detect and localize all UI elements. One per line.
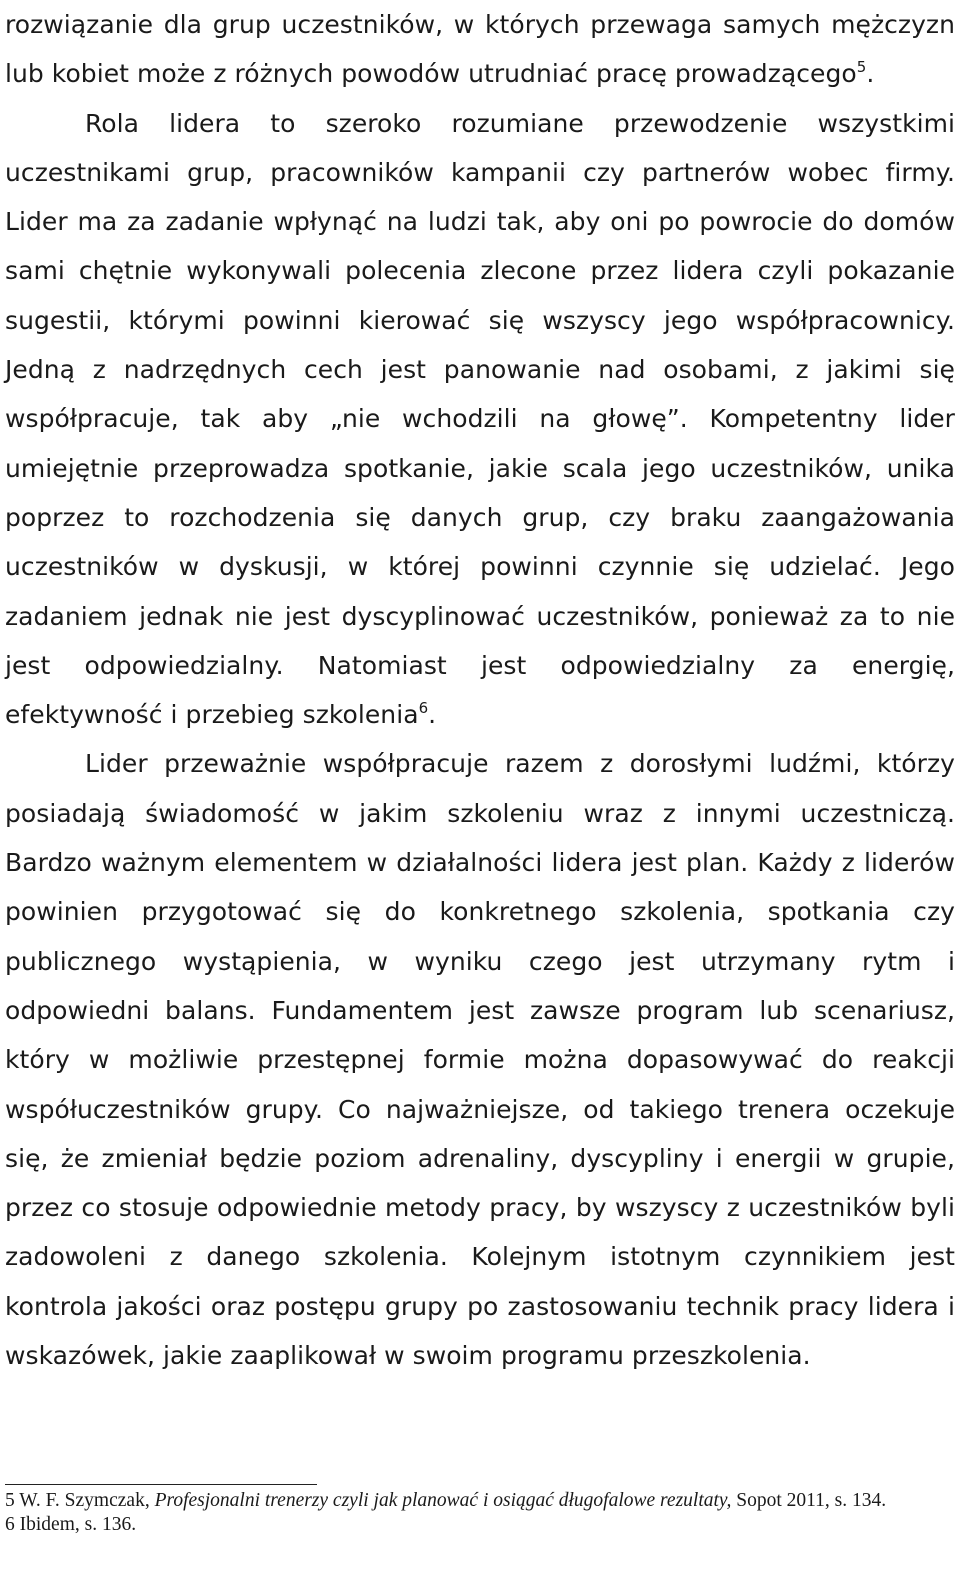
footnotes-section <box>5 1484 955 1537</box>
footnote-title: Profesjonalni trenerzy czyli jak planować i osiągać długofalowe rezultaty, <box>154 1490 732 1511</box>
footnote-separator <box>5 1484 317 1485</box>
footnote-text: Ibidem, s. 136. <box>19 1514 137 1535</box>
footnote-number: 6 <box>5 1514 15 1535</box>
paragraph-end: . <box>866 59 875 89</box>
paragraph-text: rozwiązanie dla grup uczestników, w których przewaga samych mężczyzn lub kobiet może z różnych powodów utrudniać pracę prowadzącego <box>5 10 955 89</box>
paragraph-end: . <box>428 700 437 730</box>
footnote-5 <box>5 1489 955 1513</box>
body-text <box>5 0 955 1380</box>
paragraph-text: Rola lidera to szeroko rozumiane przewodzenie wszystkimi uczestnikami grup, pracowników kampanii czy partnerów wobec firmy. Lider ma za zadanie wpłynąć na ludzi tak, aby oni po powrocie do domów sami chętnie wykonywali polecenia zlecone przez lidera czyli pokazanie sugestii, którymi powinni kierować się wszyscy jego współpracownicy. Jedną z nadrzędnych cech jest panowanie nad osobami, z jakimi się współpracuje, tak aby „nie wchodzili na głowę”. Kompetentny lider umiejętnie przeprowadza spotkanie, jakie scala jego uczestników, unika poprzez to rozchodzenia się danych grup, czy braku zaangażowania uczestników w dyskusji, w której powinni czynnie się udzielać. Jego zadaniem jednak nie jest dyscyplinować uczestników, ponieważ za to nie jest odpowiedzialny. Natomiast jest odpowiedzialny za energię, efektywność i przebieg szkolenia <box>5 108 955 730</box>
paragraph-leader-role <box>5 99 955 740</box>
footnote-ref-6[interactable]: 6 <box>418 699 429 718</box>
footnote-6 <box>5 1513 955 1537</box>
paragraph-continued <box>5 0 955 99</box>
paragraph-leader-plan <box>5 739 955 1380</box>
footnote-ref-5[interactable]: 5 <box>856 58 867 77</box>
document-page <box>5 0 955 1380</box>
footnote-author: W. F. Szymczak, <box>19 1490 150 1511</box>
footnote-source: Sopot 2011, s. 134. <box>736 1490 887 1511</box>
footnote-number: 5 <box>5 1490 15 1511</box>
paragraph-text: Lider przeważnie współpracuje razem z dorosłymi ludźmi, którzy posiadają świadomość w jakim szkoleniu wraz z innymi uczestniczą. Bardzo ważnym elementem w działalności lidera jest plan. Każdy z liderów powinien przygotować się do konkretnego szkolenia, spotkania czy publicznego wystąpienia, w wyniku czego jest utrzymany rytm i odpowiedni balans. Fundamentem jest zawsze program lub scenariusz, który w możliwie przestępnej formie można dopasowywać do reakcji współuczestników grupy. Co najważniejsze, od takiego trenera oczekuje się, że zmieniał będzie poziom adrenaliny, dyscypliny i energii w grupie, przez co stosuje odpowiednie metody pracy, by wszyscy z uczestników byli zadowoleni z danego szkolenia. Kolejnym istotnym czynnikiem jest kontrola jakości oraz postępu grupy po zastosowaniu technik pracy lidera i wskazówek, jakie zaaplikował w swoim programu przeszkolenia. <box>5 749 955 1371</box>
